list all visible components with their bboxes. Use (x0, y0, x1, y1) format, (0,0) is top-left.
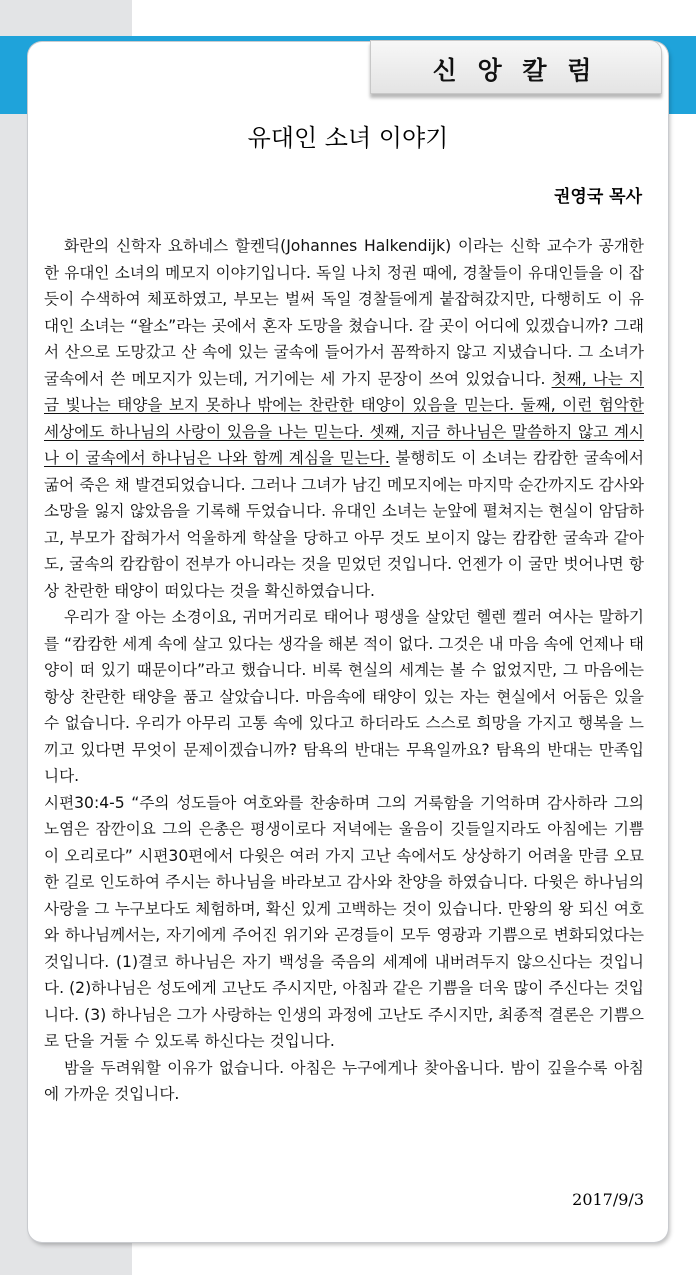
article-date: 2017/9/3 (572, 1190, 644, 1209)
paragraph-1-text-a: 화란의 신학자 요하네스 할켄딕(Johannes Halkendijk) 이라는 신학 교수가 공개한 한 유대인 소녀의 메모지 이야기입니다. 독일 나치 정권 때에, 경찰들이 유대인들을 이 잡듯이 수색하여 체포하였고, 부모는 벌써 독일 경찰들에게 붙잡혀갔지만, 다행히도 이 유대인 소녀는 “왈소”라는 곳에서 혼자 도망을 쳤습니다. 갈 곳이 어디에 있겠습니까? 그래서 산으로 도망갔고 산 속에 있는 굴속에 들어가서 꼼짝하지 않고 지냈습니다. 그 소녀가 굴속에서 쓴 메모지가 있는데, 거기에는 세 가지 문장이 쓰여 있었습니다. (44, 237, 644, 388)
paragraph-1 (44, 233, 644, 604)
underlined-quote: 첫째, 나는 지금 빛나는 태양을 보지 못하나 밖에는 찬란한 태양이 있음을 믿는다. 둘째, 이런 험악한 세상에도 하나님의 사랑이 있음을 나는 믿는다. 셋째, 지금 하나님은 말씀하지 않고 계시나 이 굴속에서 하나님은 나와 함께 계심을 믿는다. (44, 369, 644, 467)
paragraph-1-text-b: 불행히도 이 소녀는 캄캄한 굴속에서 굶어 죽은 채 발견되었습니다. 그러나 그녀가 남긴 메모지에는 마지막 순간까지도 감사와 소망을 잃지 않았음을 기록해 두었습니다. 유대인 소녀는 눈앞에 펼쳐지는 현실이 암담하고, 부모가 잡혀가서 억울하게 학살을 당하고 아무 것도 보이지 않는 캄캄한 굴속과 같아도, 굴속의 캄캄함이 전부가 아니라는 것을 믿었던 것입니다. 언젠가 이 굴만 벗어나면 항상 찬란한 태양이 떠있다는 것을 확신하였습니다. (44, 449, 644, 600)
article-body (44, 233, 644, 1108)
article-author: 권영국 목사 (553, 187, 642, 207)
article-title: 유대인 소녀 이야기 (247, 124, 449, 152)
section-title: 신 앙 칼 럼 (432, 56, 598, 85)
paragraph-4: 밤을 두려워할 이유가 없습니다. 아침은 누구에게나 찾아옵니다. 밤이 깊을수록 아침에 가까운 것입니다. (44, 1058, 644, 1103)
paragraph-3: 시편30:4-5 “주의 성도들아 여호와를 찬송하며 그의 거룩함을 기억하며 감사하라 그의 노염은 잠깐이요 그의 은총은 평생이로다 저녁에는 울음이 깃들일지라도 아침에는 기쁨이 오리로다” 시편30편에서 다윗은 여러 가지 고난 속에서도 상상하기 어려울 만큼 오묘한 길로 인도하여 주시는 하나님을 바라보고 감사와 찬양을 하였습니다. 다윗은 하나님의 사랑을 그 누구보다도 체험하며, 확신 있게 고백하는 것이 있습니다. 만왕의 왕 되신 여호와 하나님께서는, 자기에게 주어진 위기와 곤경들이 모두 영광과 기쁨으로 변화되었다는 것입니다. (1)결코 하나님은 자기 백성을 죽음의 세계에 내버려두지 않으신다는 것입니다. (2)하나님은 성도에게 고난도 주시지만, 아침과 같은 기쁨을 더욱 많이 주신다는 것입니다. (3) 하나님은 그가 사랑하는 인생의 과정에 고난도 주시지만, 최종적 결론은 기쁨으로 단을 거둘 수 있도록 하신다는 것입니다. (44, 793, 644, 1050)
paragraph-2: 우리가 잘 아는 소경이요, 귀머거리로 태어나 평생을 살았던 헬렌 켈러 여사는 말하기를 “캄캄한 세계 속에 살고 있다는 생각을 해본 적이 없다. 그것은 내 마음 속에 언제나 태양이 떠 있기 때문이다”라고 했습니다. 비록 현실의 세계는 볼 수 없었지만, 그 마음에는 항상 찬란한 태양을 품고 살았습니다. 마음속에 태양이 있는 자는 현실에서 어둠은 있을 수 없습니다. 우리가 아무리 고통 속에 있다고 하더라도 스스로 희망을 가지고 행복을 느끼고 있다면 무엇이 문제이겠습니까? 탐욕의 반대는 무욕일까요? 탐욕의 반대는 만족입니다. (44, 608, 644, 785)
